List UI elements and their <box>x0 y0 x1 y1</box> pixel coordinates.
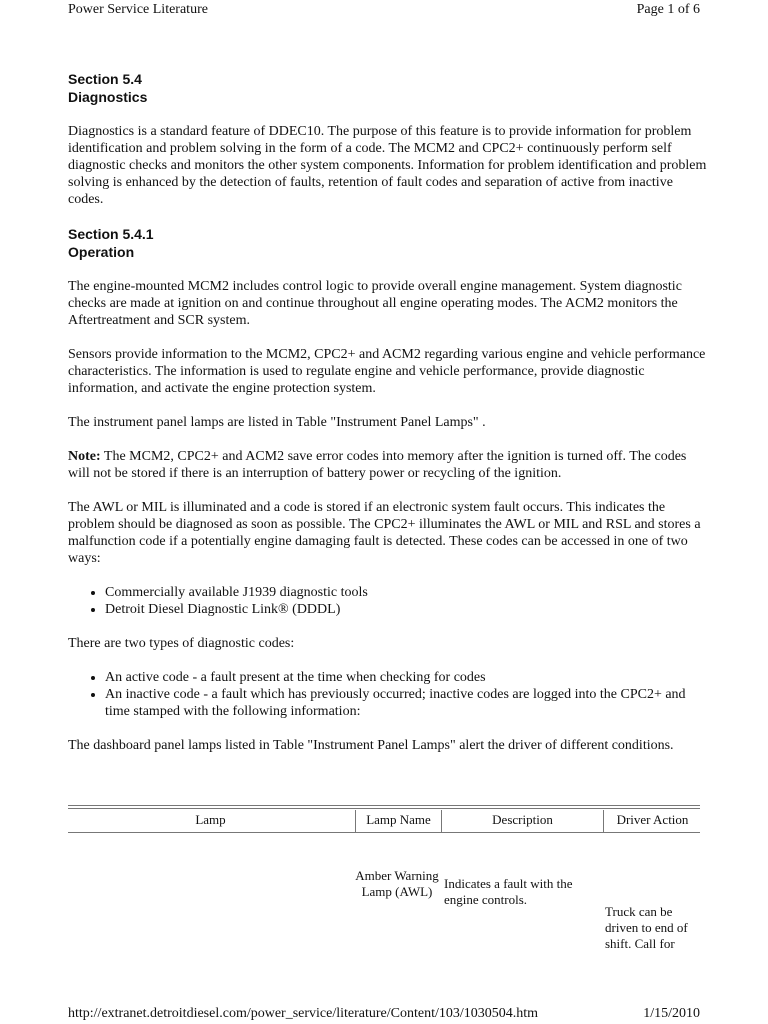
section-number: Section 5.4 <box>68 71 142 87</box>
table-top-rule <box>68 805 700 806</box>
list-item: • An active code - a fault present at the time when checking for codes <box>105 669 708 686</box>
footer-url: http://extranet.detroitdiesel.com/power_service/literature/Content/103/1030504.htm <box>68 1006 539 1021</box>
table-column-divider <box>441 810 442 832</box>
operation-paragraph-4: The AWL or MIL is illuminated and a code is stored if an electronic system fault occurs. This indicates the problem should be diagnosed as soon as possible. The CPC2+ illuminates the AWL or MIL and RSL and stores a malfunction code if a potentially engine damaging fault is detected. These codes can be accessed in one of two ways: <box>68 500 701 566</box>
operation-paragraph-5: There are two types of diagnostic codes: <box>68 636 295 651</box>
table-header-driver-action: Driver Action <box>616 812 689 827</box>
operation-paragraph-2: Sensors provide information to the MCM2, CPC2+ and ACM2 regarding various engine and vehicle performance characteristics. The information is used to regulate engine and vehicle performance, provide diagnostic information, and activate the engine protection system. <box>68 347 706 396</box>
access-methods-list <box>68 584 708 618</box>
page-number: Page 1 of 6 <box>636 2 700 17</box>
note-paragraph <box>68 448 708 482</box>
table-top-rule-inner <box>68 808 700 809</box>
operation-paragraph-3: The instrument panel lamps are listed in Table "Instrument Panel Lamps" . <box>68 415 486 430</box>
section-5-4-1-heading <box>68 225 708 261</box>
operation-paragraph-6: The dashboard panel lamps listed in Table "Instrument Panel Lamps" alert the driver of different conditions. <box>68 738 674 753</box>
document-body <box>68 70 708 754</box>
diagnostics-paragraph: Diagnostics is a standard feature of DDEC10. The purpose of this feature is to provide information for problem identification and problem solving in the form of a code. The MCM2 and CPC2+ continuously perform self diagnostic checks and monitors the other system components. Information for problem identification and problem solving is enhanced by the detection of faults, retention of fault codes and separation of active from inactive codes. <box>68 124 707 207</box>
list-item: • Detroit Diesel Diagnostic Link® (DDDL) <box>105 601 708 618</box>
section-5-4-heading <box>68 70 708 106</box>
table-header-lamp-name: Lamp Name <box>366 812 431 827</box>
section-title: Diagnostics <box>68 89 148 105</box>
table-cell-lamp-name: Amber Warning Lamp (AWL) <box>355 868 439 899</box>
note-label: Note: <box>68 449 101 464</box>
table-cell-description: Indicates a fault with the engine controls. <box>444 876 573 907</box>
header-title: Power Service Literature <box>68 2 208 17</box>
list-item: • Commercially available J1939 diagnostic tools <box>105 584 708 601</box>
section-number: Section 5.4.1 <box>68 226 154 242</box>
table-column-divider <box>355 810 356 832</box>
list-item: • An inactive code - a fault which has previously occurred; inactive codes are logged into the CPC2+ and time stamped with the following information: <box>105 686 708 720</box>
footer-date: 1/15/2010 <box>643 1006 700 1021</box>
table-header-rule <box>68 832 700 833</box>
table-header-lamp: Lamp <box>195 812 226 827</box>
table-column-divider <box>603 810 604 832</box>
operation-paragraph-1: The engine-mounted MCM2 includes control logic to provide overall engine management. System diagnostic checks are made at ignition on and continue throughout all engine operating modes. The ACM2 monitors the Aftertreatment and SCR system. <box>68 279 682 328</box>
section-title: Operation <box>68 244 135 260</box>
table-cell-driver-action: Truck can be driven to end of shift. Call for <box>605 904 688 951</box>
table-header-description: Description <box>492 812 553 827</box>
note-text: The MCM2, CPC2+ and ACM2 save error codes into memory after the ignition is turned off. The codes will not be stored if there is an interruption of battery power or recycling of the ignition. <box>68 449 687 481</box>
code-types-list <box>68 669 708 720</box>
